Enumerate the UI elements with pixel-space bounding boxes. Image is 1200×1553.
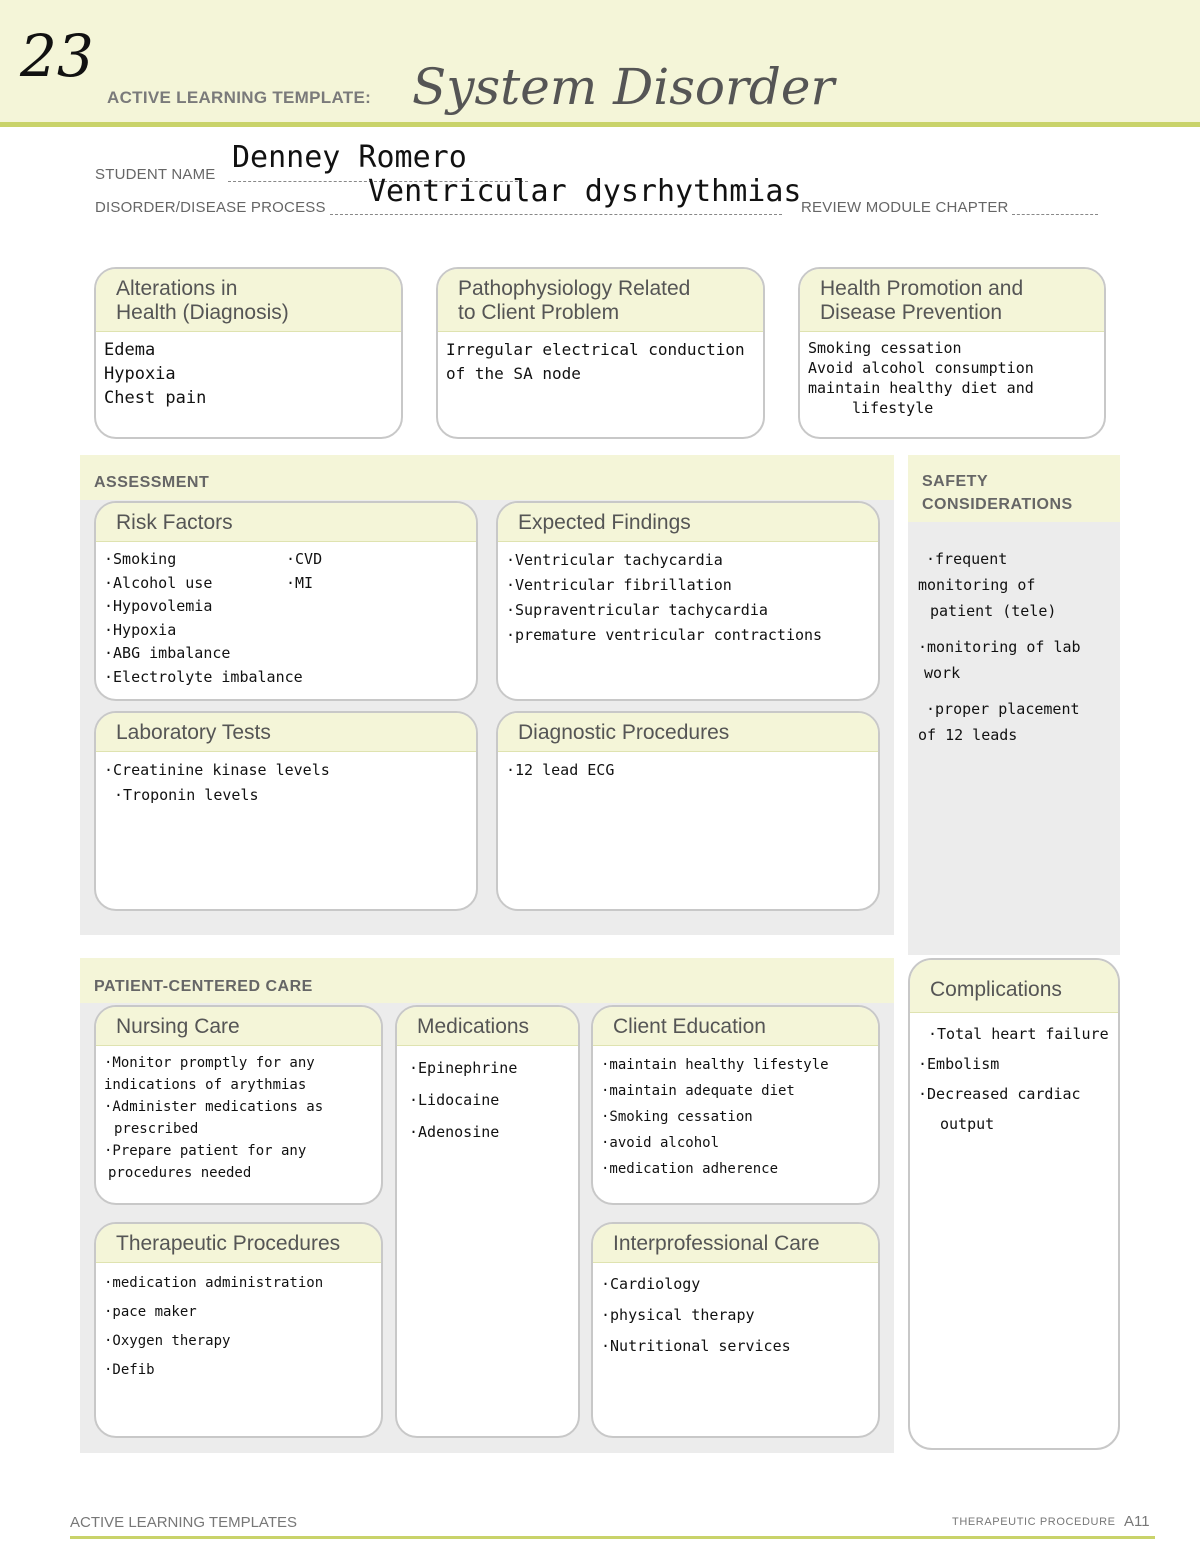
nursing-care-box xyxy=(94,1005,383,1205)
list-item: ·Hypovolemia xyxy=(104,597,213,615)
complications-title: Complications xyxy=(910,960,1118,1013)
laboratory-tests-title: Laboratory Tests xyxy=(96,713,476,752)
disorder-value[interactable]: Ventricular dysrhythmias xyxy=(368,174,802,209)
list-item: ·Hypoxia xyxy=(104,620,177,639)
list-item: ·Creatinine kinase levels xyxy=(104,761,330,779)
patient-centered-care-label: PATIENT-CENTERED CARE xyxy=(94,978,313,995)
list-item: ·Administer medications as xyxy=(104,1099,324,1115)
therapeutic-procedures-title: Therapeutic Procedures xyxy=(96,1224,381,1263)
risk-factors-content[interactable] xyxy=(96,542,476,689)
list-item: ·medication adherence xyxy=(601,1161,779,1177)
footer-code: A11 xyxy=(1124,1513,1150,1530)
list-item: monitoring of xyxy=(918,576,1036,594)
list-item: ·physical therapy xyxy=(601,1306,755,1324)
list-item: ·Ventricular tachycardia xyxy=(506,551,723,569)
list-item: ·Prepare patient for any xyxy=(104,1143,307,1159)
list-item: ·pace maker xyxy=(104,1304,197,1320)
list-item: indications of arythmias xyxy=(104,1077,307,1093)
list-item: ·Smoking xyxy=(104,550,177,568)
list-item: ·Oxygen therapy xyxy=(104,1333,231,1349)
list-item: ·Decreased cardiac xyxy=(918,1085,1081,1103)
complications-box xyxy=(908,958,1120,1450)
expected-findings-content[interactable] xyxy=(498,542,878,648)
list-item: Edema xyxy=(104,340,156,360)
client-education-title: Client Education xyxy=(593,1007,878,1046)
footer-right: THERAPEUTIC PROCEDURE xyxy=(952,1516,1116,1528)
client-education-box xyxy=(591,1005,880,1205)
list-item: ·ABG imbalance xyxy=(104,644,231,662)
list-item: ·Cardiology xyxy=(601,1275,701,1293)
list-item: ·Embolism xyxy=(918,1055,1000,1073)
pathophysiology-title: Pathophysiology Related to Client Problem xyxy=(438,269,763,332)
list-item: ·proper placement xyxy=(926,700,1080,718)
list-item: procedures needed xyxy=(108,1165,252,1181)
list-item: ·Supraventricular tachycardia xyxy=(506,601,768,619)
medications-title: Medications xyxy=(397,1007,578,1046)
page-number: 23 xyxy=(20,22,94,90)
risk-factors-col2 xyxy=(286,548,322,595)
list-item: Hypoxia xyxy=(104,364,176,384)
therapeutic-procedures-content[interactable] xyxy=(96,1263,381,1385)
list-item: ·Ventricular fibrillation xyxy=(506,576,732,594)
diagnostic-procedures-content[interactable] xyxy=(498,752,878,783)
list-item: ·Adenosine xyxy=(409,1123,500,1141)
alterations-title: Alterations in Health (Diagnosis) xyxy=(96,269,401,332)
list-item: prescribed xyxy=(114,1121,199,1137)
safety-label: SAFETY CONSIDERATIONS xyxy=(922,473,1073,513)
list-item: ·12 lead ECG xyxy=(506,761,615,779)
safety-content[interactable] xyxy=(918,546,1081,748)
list-item: ·premature ventricular contractions xyxy=(506,626,823,644)
interprofessional-care-content[interactable] xyxy=(593,1263,878,1362)
risk-factors-title: Risk Factors xyxy=(96,503,476,542)
assessment-label: ASSESSMENT xyxy=(94,474,210,491)
list-item: ·maintain healthy lifestyle xyxy=(601,1057,829,1073)
list-item: ·Total heart failure xyxy=(928,1025,1109,1043)
expected-findings-title: Expected Findings xyxy=(498,503,878,542)
laboratory-tests-box xyxy=(94,711,478,911)
diagnostic-procedures-title: Diagnostic Procedures xyxy=(498,713,878,752)
review-module-line[interactable] xyxy=(1012,214,1098,215)
list-item: ·monitoring of lab xyxy=(918,638,1081,656)
list-item: ·CVD xyxy=(286,550,323,568)
list-item: patient (tele) xyxy=(930,602,1057,620)
header-rule xyxy=(0,122,1200,127)
health-promotion-box xyxy=(798,267,1106,439)
list-item: ·Troponin levels xyxy=(114,786,259,804)
list-item: ·maintain adequate diet xyxy=(601,1083,795,1099)
list-item: ·Monitor promptly for any xyxy=(104,1055,315,1071)
student-name-value[interactable]: Denney Romero xyxy=(232,140,467,175)
list-item: of the SA node xyxy=(446,364,581,383)
list-item: Chest pain xyxy=(104,388,207,408)
list-item xyxy=(918,624,1081,634)
list-item: output xyxy=(940,1115,995,1133)
footer-rule xyxy=(70,1536,1155,1539)
alterations-content[interactable] xyxy=(96,332,401,410)
nursing-care-content[interactable] xyxy=(96,1046,381,1184)
client-education-content[interactable] xyxy=(593,1046,878,1182)
complications-content[interactable] xyxy=(910,1013,1118,1139)
disorder-line xyxy=(330,214,782,215)
list-item: ·Smoking cessation xyxy=(601,1109,753,1125)
list-item: of 12 leads xyxy=(918,726,1018,744)
list-item: ·Electrolyte imbalance xyxy=(104,667,303,686)
list-item: Avoid alcohol consumption xyxy=(808,359,1034,377)
diagnostic-procedures-box xyxy=(496,711,880,911)
health-promotion-title: Health Promotion and Disease Prevention xyxy=(800,269,1104,332)
nursing-care-title: Nursing Care xyxy=(96,1007,381,1046)
review-module-label: REVIEW MODULE CHAPTER xyxy=(801,199,1009,216)
therapeutic-procedures-box xyxy=(94,1222,383,1438)
template-title: System Disorder xyxy=(412,58,835,116)
footer-left: ACTIVE LEARNING TEMPLATES xyxy=(70,1514,297,1531)
list-item: ·Defib xyxy=(104,1362,155,1378)
health-promotion-content[interactable] xyxy=(800,332,1104,418)
student-name-label: STUDENT NAME xyxy=(95,166,216,183)
interprofessional-care-title: Interprofessional Care xyxy=(593,1224,878,1263)
pathophysiology-content[interactable] xyxy=(438,332,763,386)
list-item xyxy=(918,686,1081,696)
list-item: ·medication administration xyxy=(104,1275,324,1291)
medications-content[interactable] xyxy=(397,1046,578,1148)
pathophysiology-box xyxy=(436,267,765,439)
template-label: ACTIVE LEARNING TEMPLATE: xyxy=(107,88,372,107)
list-item: ·frequent xyxy=(926,550,1008,568)
medications-box xyxy=(395,1005,580,1438)
list-item: ·Nutritional services xyxy=(601,1337,791,1355)
risk-factors-box xyxy=(94,501,478,701)
alterations-box xyxy=(94,267,403,439)
disorder-label: DISORDER/DISEASE PROCESS xyxy=(95,199,326,216)
list-item: work xyxy=(924,664,961,682)
interprofessional-care-box xyxy=(591,1222,880,1438)
list-item: Irregular electrical conduction xyxy=(446,340,745,359)
list-item: ·Epinephrine xyxy=(409,1059,518,1077)
list-item: ·avoid alcohol xyxy=(601,1135,720,1151)
list-item: ·MI xyxy=(286,573,314,592)
laboratory-tests-content[interactable] xyxy=(96,752,476,808)
expected-findings-box xyxy=(496,501,880,701)
list-item: ·Lidocaine xyxy=(409,1091,500,1109)
list-item: lifestyle xyxy=(852,399,934,417)
list-item: Smoking cessation xyxy=(808,339,962,357)
list-item: ·Alcohol use xyxy=(104,573,213,592)
list-item: maintain healthy diet and xyxy=(808,379,1034,397)
